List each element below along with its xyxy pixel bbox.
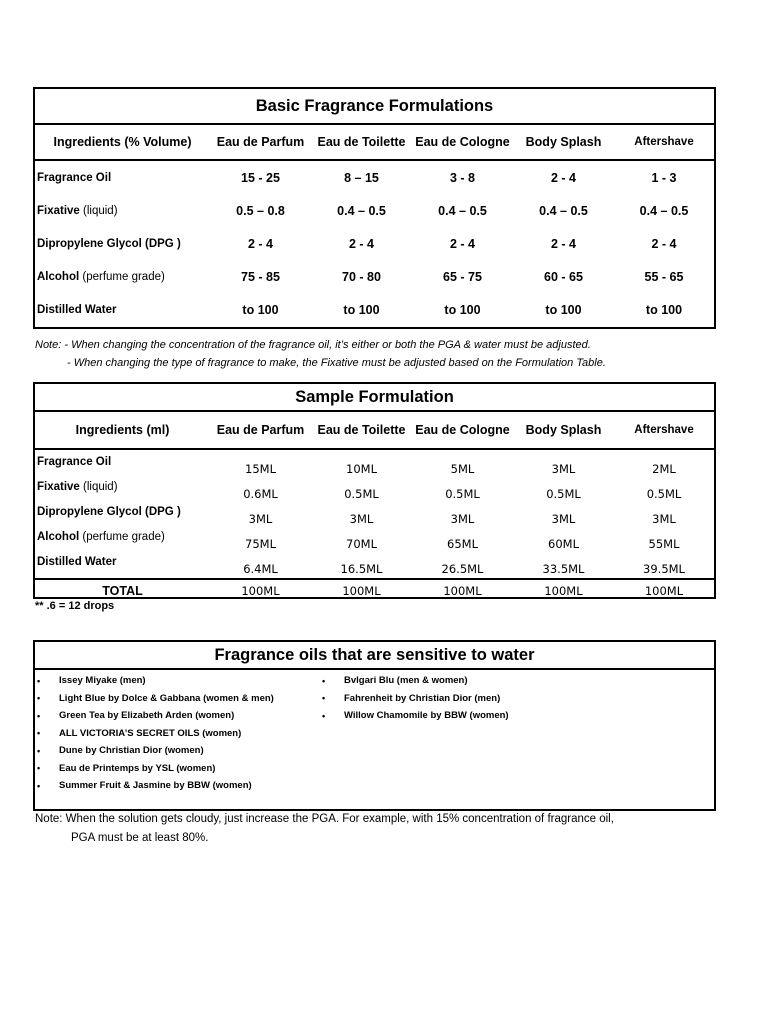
table-header-row [35, 412, 714, 450]
table-cell: 75ML [245, 536, 276, 551]
table-cell: 3ML [349, 511, 374, 526]
sensitive-oils-box [33, 640, 716, 811]
table-cell: 2 - 4 [449, 236, 475, 251]
oil-name: Dune by Christian Dior (women) [59, 745, 204, 757]
table-cell: 2 - 4 [348, 236, 374, 251]
list-item [35, 690, 320, 708]
table-title: Sample Formulation [35, 384, 714, 412]
table-row [35, 227, 714, 260]
table-cell: 70 - 80 [342, 269, 381, 284]
column-header: Body Splash [525, 423, 602, 437]
row-label-bold: Alcohol [37, 270, 80, 283]
table-cell: 2 - 4 [550, 236, 576, 251]
oil-name: Fahrenheit by Christian Dior (men) [344, 692, 501, 704]
oils-list-right [320, 672, 509, 795]
list-item [35, 725, 320, 743]
oil-name: Eau de Printemps by YSL (women) [59, 762, 216, 774]
note-line: PGA must be at least 80%. [71, 832, 209, 844]
column-header: Eau de Toilette [317, 135, 406, 149]
total-value: 100ML [443, 584, 482, 598]
row-label-bold: Alcohol [37, 531, 80, 543]
table-cell: 65 - 75 [443, 269, 482, 284]
row-label [35, 271, 210, 283]
note-line: - When changing the type of fragrance to make, the Fixative must be adjusted based on the Formulation Table. [67, 357, 606, 369]
table-cell: 3ML [248, 511, 273, 526]
row-label-note: (perfume grade) [79, 270, 165, 283]
table-cell: to 100 [444, 302, 481, 317]
table-cell: 15ML [245, 461, 276, 476]
table-cell: 3ML [551, 511, 576, 526]
cloudy-solution-note [35, 810, 614, 848]
oil-name: Light Blue by Dolce & Gabbana (women & men) [59, 692, 274, 704]
table-cell: 3ML [450, 511, 475, 526]
row-label-bold: Fixative [37, 481, 80, 493]
total-value: 100ML [644, 584, 684, 598]
row-label-note: (perfume grade) [79, 531, 165, 543]
row-label [35, 553, 210, 568]
table-cell: 0.6ML [243, 486, 278, 501]
bullet-icon: • [37, 780, 41, 791]
row-label-bold: Fragrance Oil [37, 171, 112, 184]
basic-formulations-table [33, 87, 716, 329]
table-cell: 2ML [652, 461, 676, 476]
table-cell: 3ML [652, 511, 676, 526]
table-cell: 10ML [346, 461, 377, 476]
table-cell: 0.5 – 0.8 [236, 203, 285, 218]
list-item [35, 742, 320, 760]
table-cell: 3 - 8 [449, 170, 475, 185]
table-cell: 26.5ML [441, 561, 484, 576]
oil-name: Bvlgari Blu (men & women) [344, 675, 468, 687]
row-label-bold: Fragrance Oil [37, 456, 112, 468]
column-header: Eau de Cologne [415, 423, 510, 437]
bullet-icon: • [37, 763, 41, 774]
list-item [35, 777, 320, 795]
table-cell: 70ML [346, 536, 377, 551]
row-label [35, 304, 210, 316]
row-label-bold: Distilled Water [37, 556, 117, 568]
column-header: Aftershave [634, 136, 694, 148]
table-cell: to 100 [343, 302, 380, 317]
column-header: Eau de Parfum [216, 135, 305, 149]
table-cell: 0.5ML [344, 486, 379, 501]
oil-name: Green Tea by Elizabeth Arden (women) [59, 710, 235, 722]
row-label-bold: Fixative [37, 204, 80, 217]
table-header-row [35, 125, 714, 161]
table-row [35, 293, 714, 326]
table-cell: 0.5ML [646, 486, 682, 501]
table-cell: 0.4 – 0.5 [438, 203, 487, 218]
oil-name: Summer Fruit & Jasmine by BBW (women) [59, 780, 252, 792]
table-row [35, 553, 714, 578]
table-cell: 16.5ML [340, 561, 383, 576]
table-cell: 5ML [450, 461, 475, 476]
table-cell: 1 - 3 [651, 170, 677, 185]
row-label-bold: Distilled Water [37, 303, 117, 316]
table-cell: 2 - 4 [651, 236, 677, 251]
table-cell: 39.5ML [643, 561, 685, 576]
table-cell: 2 - 4 [550, 170, 576, 185]
table-row [35, 453, 714, 478]
sample-formulation-table [33, 382, 716, 599]
table-cell: 60 - 65 [544, 269, 583, 284]
column-header: Body Splash [525, 135, 602, 149]
bullet-icon: • [37, 728, 41, 739]
row-label [35, 503, 210, 518]
total-value: 100ML [241, 584, 280, 598]
table-row [35, 194, 714, 227]
table-cell: to 100 [645, 302, 683, 317]
box-title: Fragrance oils that are sensitive to water [35, 642, 714, 670]
table-row [35, 260, 714, 293]
oils-list-left [35, 672, 320, 795]
bullet-icon: • [37, 710, 41, 721]
list-item [320, 707, 509, 725]
bullet-icon: • [37, 745, 41, 756]
table-row [35, 161, 714, 194]
bullet-icon: • [322, 693, 326, 704]
row-label-bold: Dipropylene Glycol (DPG ) [37, 237, 181, 250]
table-cell: 60ML [548, 536, 579, 551]
table-row [35, 528, 714, 553]
table-row [35, 478, 714, 503]
list-item [320, 690, 509, 708]
row-label [35, 172, 210, 184]
bullet-icon: • [37, 675, 41, 686]
oil-name: Willow Chamomile by BBW (women) [344, 710, 509, 722]
table-cell: 2 - 4 [247, 236, 273, 251]
total-label: TOTAL [102, 584, 143, 598]
table-cell: 55 - 65 [644, 269, 684, 284]
list-item [320, 672, 509, 690]
table-cell: 55ML [648, 536, 680, 551]
table-cell: 0.5ML [546, 486, 581, 501]
total-value: 100ML [544, 584, 583, 598]
drops-note: ** .6 = 12 drops [35, 600, 115, 612]
table-cell: 0.4 – 0.5 [337, 203, 386, 218]
table-cell: 15 - 25 [241, 170, 280, 185]
row-label-note: (liquid) [79, 481, 118, 493]
list-item [35, 760, 320, 778]
row-label [35, 238, 210, 250]
table-cell: 0.4 – 0.5 [639, 203, 689, 218]
row-label-bold: Dipropylene Glycol (DPG ) [37, 506, 181, 518]
bullet-icon: • [322, 710, 326, 721]
formulation-note [35, 336, 606, 372]
table-cell: 0.5ML [445, 486, 480, 501]
row-label-note: (liquid) [79, 204, 118, 217]
table-cell: to 100 [545, 302, 582, 317]
bullet-icon: • [37, 693, 41, 704]
note-line: Note: - When changing the concentration of the fragrance oil, it’s either or both the PGA & water must be adjusted. [35, 339, 591, 351]
list-item [35, 672, 320, 690]
column-header: Aftershave [634, 424, 694, 436]
table-cell: 75 - 85 [241, 269, 280, 284]
table-cell: 8 – 15 [344, 170, 379, 185]
table-title: Basic Fragrance Formulations [35, 89, 714, 125]
table-cell: 3ML [551, 461, 576, 476]
column-header: Eau de Parfum [216, 423, 305, 437]
header-label: Ingredients (ml) [75, 423, 170, 437]
table-cell: 6.4ML [243, 561, 278, 576]
bullet-icon: • [322, 675, 326, 686]
header-label: Ingredients (% Volume) [53, 135, 192, 149]
total-row [35, 578, 714, 602]
row-label [35, 528, 210, 543]
table-cell: 0.4 – 0.5 [539, 203, 588, 218]
table-cell: 65ML [447, 536, 478, 551]
note-line: Note: When the solution gets cloudy, just increase the PGA. For example, with 15% concentration of fragrance oil, [35, 813, 614, 825]
row-label [35, 205, 210, 217]
oil-name: ALL VICTORIA’S SECRET OILS (women) [59, 727, 242, 739]
list-item [35, 707, 320, 725]
row-label [35, 453, 210, 468]
column-header: Eau de Toilette [317, 423, 406, 437]
table-cell: 33.5ML [542, 561, 585, 576]
table-row [35, 503, 714, 528]
table-cell: to 100 [242, 302, 279, 317]
total-value: 100ML [342, 584, 381, 598]
row-label [35, 478, 210, 493]
oil-name: Issey Miyake (men) [59, 675, 146, 687]
column-header: Eau de Cologne [415, 135, 510, 149]
